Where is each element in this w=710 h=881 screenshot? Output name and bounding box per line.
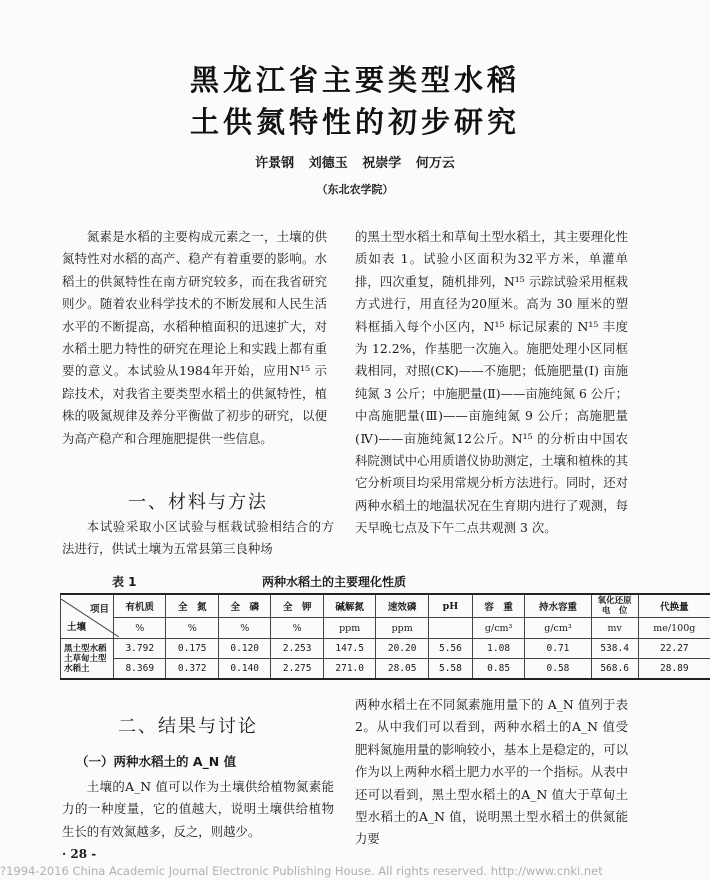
soil-properties-table xyxy=(60,593,710,680)
table-cell: 5.56 xyxy=(428,639,472,659)
table-cell: 0.71 xyxy=(525,639,591,659)
table-cell: 271.0 xyxy=(323,659,375,680)
col-header: 碱解氮 xyxy=(323,594,375,618)
author-2: 刘德玉 xyxy=(308,156,348,171)
col-header: 代换量 xyxy=(638,594,710,618)
table-cell: 0.140 xyxy=(218,659,270,680)
col-unit: ppm xyxy=(323,618,375,639)
table-cell: 147.5 xyxy=(323,639,375,659)
table-cell: 538.4 xyxy=(591,639,638,659)
col-unit: me/100g xyxy=(638,618,710,639)
page-number: · 28 - xyxy=(62,847,97,861)
intro-column-right xyxy=(355,226,628,540)
col-header: 全 钾 xyxy=(271,594,323,618)
section-heading-results-discussion: 二、结果与讨论 xyxy=(118,716,258,737)
table-cell: 0.175 xyxy=(166,639,218,659)
col-header: 容 重 xyxy=(472,594,524,618)
soil-type-labels: 黑土型水稻土草甸土型水稻土 xyxy=(61,639,114,680)
intro-column-left xyxy=(62,226,327,450)
subsection-heading-an-value: （一）两种水稻土的 A_N 值 xyxy=(76,754,237,769)
col-unit: % xyxy=(114,618,166,639)
copyright-footer: ?1994-2016 China Academic Journal Electronic Publishing House. All rights reserved. http://www.cnki.net xyxy=(0,864,603,878)
table-cell: 0.372 xyxy=(166,659,218,680)
author-list xyxy=(0,152,710,171)
col-header: 持水容重 xyxy=(525,594,591,618)
table-corner-header xyxy=(61,594,114,639)
methods-paragraph-continued: 的黑土型水稻土和草甸土型水稻土，其主要理化性质如表 1。试验小区面积为32平方米，单灌单排，四次重复，随机排列，N¹⁵ 示踪试验采用框栽方式进行，用直径为20厘米。高为 30 厘米的塑料框插入每个小区内，N¹⁵ 标记尿素的 N¹⁵ 丰度为 12.2%，作基肥一次施入。施肥处理小区同框栽相同，对照(CK)——不施肥；低施肥量(Ⅰ) 亩施纯氮 3 公斤；中施肥量(Ⅱ)——亩施纯氮 6 公斤；中高施肥量(Ⅲ)——亩施纯氮 9 公斤；高施肥量(Ⅳ)——亩施纯氮12公斤。N¹⁵ 的分析由中国农科院测试中心用质谱仪协助测定，土壤和植株的其它分析项目均采用常规分析方法进行。同时，还对两种水稻土的地温状况在生育期内进行了观测，每天早晚七点及下午二点共观测 3 次。 xyxy=(355,229,628,536)
col-unit: % xyxy=(166,618,218,639)
intro-paragraph: 氮素是水稻的主要构成元素之一，土壤的供氮特性对水稻的高产、稳产有着重要的影响。水稻土的供氮特性在南方研究较多，而在我省研究则少。随着农业科学技术的不断发展和人民生活水平的不断提高，水稻种植面积的迅速扩大，对水稻土肥力特性的研究在理论上和实践上都有重要的意义。本试验从1984年开始，应用N¹⁵ 示踪技术，对我省主要类型水稻土的供氮特性，植株的吸氮规律及养分平衡做了初步的研究，以便为高产稳产和合理施肥提供一些信息。 xyxy=(62,229,327,446)
col-header: 全 磷 xyxy=(218,594,270,618)
table-cell: 8.369 xyxy=(114,659,166,680)
col-unit: ppm xyxy=(376,618,428,639)
table-cell: 1.08 xyxy=(472,639,524,659)
table-cell: 0.120 xyxy=(218,639,270,659)
col-unit xyxy=(428,618,472,639)
table-cell: 0.58 xyxy=(525,659,591,680)
table-cell: 22.27 xyxy=(638,639,710,659)
col-header: 氧化还原电 位 xyxy=(591,594,638,618)
table-cell: 2.275 xyxy=(271,659,323,680)
methods-paragraph: 本试验采取小区试验与框栽试验相结合的方法进行，供试土壤为五常县第三良种场 xyxy=(62,519,334,557)
col-header: pH xyxy=(428,594,472,618)
col-header: 速效磷 xyxy=(376,594,428,618)
results-paragraph: 土壤的A_N 值可以作为土壤供给植物氮素能力的一种度量，它的值越大，说明土壤供给植物生长的有效氮越多，反之，则越少。 xyxy=(62,779,334,839)
col-unit: g/cm³ xyxy=(525,618,591,639)
table-row xyxy=(61,639,710,659)
col-unit: % xyxy=(218,618,270,639)
methods-column-left xyxy=(62,516,334,561)
table-cell: 568.6 xyxy=(591,659,638,680)
col-unit: % xyxy=(271,618,323,639)
col-header: 有机质 xyxy=(114,594,166,618)
author-4: 何万云 xyxy=(415,156,455,171)
table-row xyxy=(61,659,710,680)
table-cell: 5.58 xyxy=(428,659,472,680)
col-unit: g/cm³ xyxy=(472,618,524,639)
table-title: 两种水稻土的主要理化性质 xyxy=(262,575,407,589)
results-column-left xyxy=(62,776,334,843)
table-cell: 3.792 xyxy=(114,639,166,659)
section-heading-materials-methods: 一、材料与方法 xyxy=(128,492,268,513)
author-3: 祝崇学 xyxy=(362,156,402,171)
paper-title-line-2: 土供氮特性的初步研究 xyxy=(189,105,520,139)
table-number: 表 1 xyxy=(112,575,137,589)
author-1: 许景钢 xyxy=(255,156,295,171)
col-header: 全 氮 xyxy=(166,594,218,618)
results-paragraph-continued: 两种水稻土在不同氮素施用量下的 A_N 值列于表 2。从中我们可以看到，两种水稻土的A_N 值受肥料氮施用量的影响较小，基本上是稳定的，可以作为以上两种水稻土肥力水平的一个指标。从表中还可以看到，黑土型水稻土的A_N 值大于草甸土型水稻土的A_N 值，说明黑土型水稻土的供氮能力要 xyxy=(355,697,628,847)
results-column-right xyxy=(355,694,628,851)
table-cell: 20.20 xyxy=(376,639,428,659)
paper-title-line-1: 黑龙江省主要类型水稻 xyxy=(189,63,520,97)
table-cell: 28.05 xyxy=(376,659,428,680)
col-unit: mv xyxy=(591,618,638,639)
corner-label-soil: 土壤 xyxy=(67,621,87,633)
table-cell: 28.89 xyxy=(638,659,710,680)
table-cell: 0.85 xyxy=(472,659,524,680)
affiliation: （东北农学院） xyxy=(316,183,394,196)
corner-label-item: 项目 xyxy=(89,603,109,615)
table-cell: 2.253 xyxy=(271,639,323,659)
